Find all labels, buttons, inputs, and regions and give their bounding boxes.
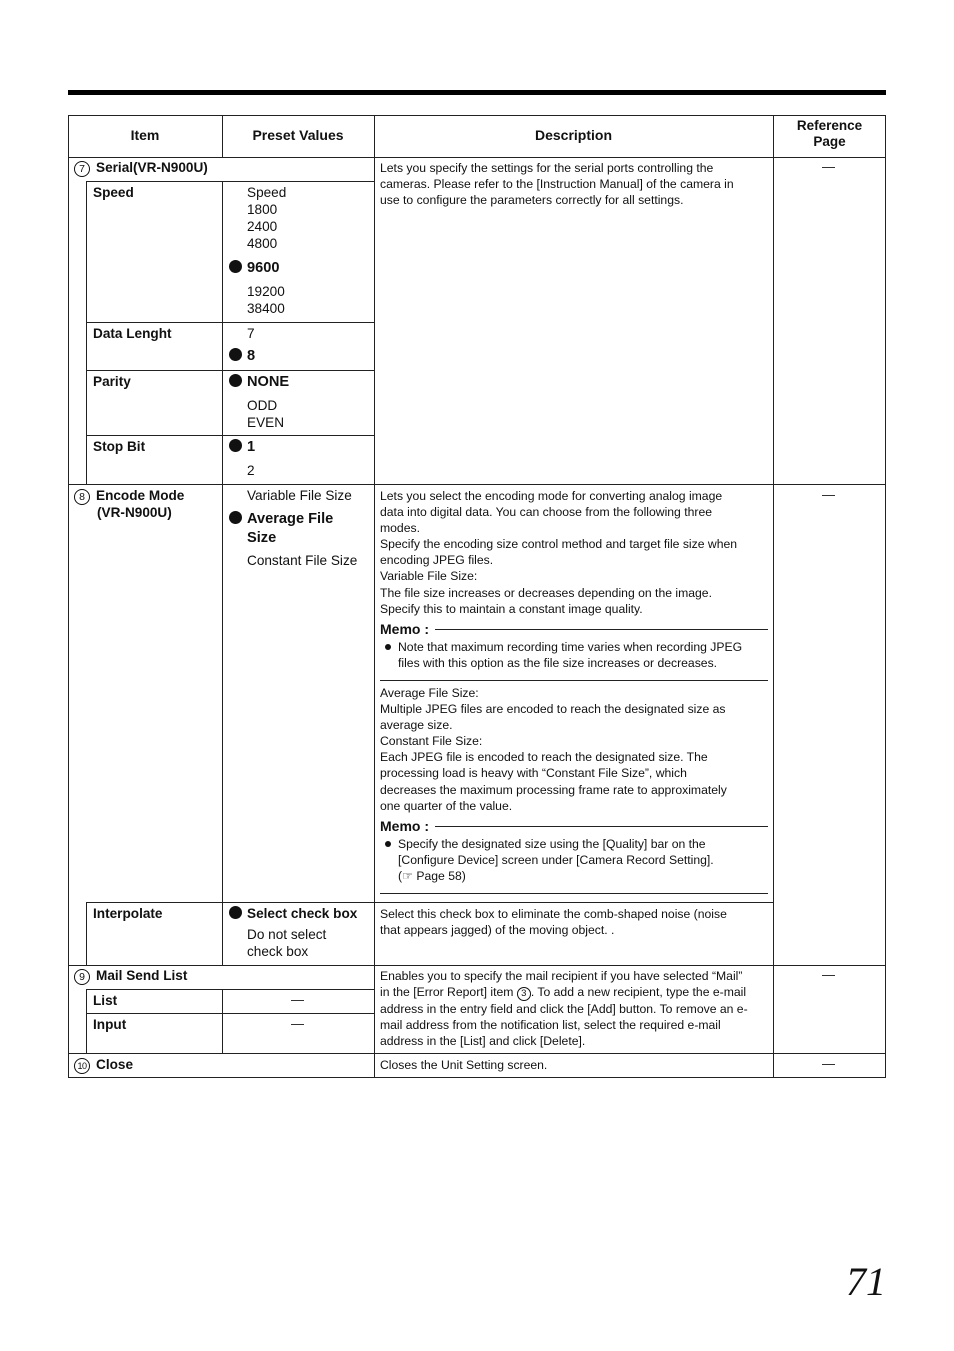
memo-item bbox=[380, 639, 768, 671]
close-reference: — bbox=[822, 1056, 835, 1071]
desc-line: cameras. Please refer to the [Instruction Manual] of the camera in bbox=[380, 177, 734, 192]
header-reference-page bbox=[773, 118, 886, 150]
default-value: Select check box bbox=[247, 906, 358, 921]
default-dot-icon bbox=[229, 260, 242, 273]
desc-line: decreases the maximum processing frame rate to approximately bbox=[380, 782, 727, 797]
default-dot-icon bbox=[229, 374, 242, 387]
item-number-badge: 10 bbox=[74, 1058, 90, 1074]
memo-end-rule bbox=[380, 680, 768, 681]
default-value-cont: Size bbox=[247, 530, 277, 546]
preset-value: Constant File Size bbox=[247, 553, 358, 568]
preset-value: 7 bbox=[247, 326, 255, 341]
mail-title-text: Mail Send List bbox=[96, 968, 188, 983]
serial-reference: — bbox=[822, 159, 835, 174]
desc-line: that appears jagged) of the moving object. . bbox=[380, 923, 615, 938]
desc-line: Each JPEG file is encoded to reach the designated size. The bbox=[380, 750, 708, 765]
item-number-badge: 7 bbox=[74, 161, 90, 177]
memo-line: Specify the designated size using the [Quality] bar on the bbox=[398, 837, 706, 851]
encode-description-1 bbox=[380, 488, 772, 617]
parity-default bbox=[229, 373, 289, 391]
memo-line: (☞ Page 58) bbox=[398, 869, 466, 884]
preset-value: ODD bbox=[247, 398, 278, 413]
parity-values bbox=[247, 397, 284, 431]
default-dot-icon bbox=[229, 439, 242, 452]
desc-line: Multiple JPEG files are encoded to reach the designated size as bbox=[380, 702, 726, 717]
preset-value: EVEN bbox=[247, 415, 285, 430]
memo-line: files with this option as the file size increases or decreases. bbox=[398, 656, 718, 671]
encode-title-text: Encode Mode bbox=[96, 488, 185, 503]
memo-title bbox=[380, 818, 768, 834]
item-number-badge: 8 bbox=[74, 489, 90, 505]
desc-line: Lets you specify the settings for the serial ports controlling the bbox=[380, 161, 714, 175]
serial-title-text: Serial(VR-N900U) bbox=[96, 160, 208, 175]
desc-line: Specify the encoding size control method and target file size when bbox=[380, 537, 738, 552]
data-length-default bbox=[229, 347, 255, 365]
desc-line: use to configure the parameters correctly for all settings. bbox=[380, 193, 684, 208]
interpolate-default bbox=[229, 905, 357, 922]
memo-line: Note that maximum recording time varies when recording JPEG bbox=[398, 640, 743, 654]
memo-item bbox=[380, 836, 768, 884]
interpolate-alt bbox=[247, 926, 326, 960]
desc-line: average size. bbox=[380, 718, 453, 733]
desc-line: Select this check box to eliminate the comb-shaped noise (noise bbox=[380, 907, 727, 921]
desc-line: address in the entry field and click the [Add] button. To remove an e- bbox=[380, 1002, 748, 1017]
default-value: NONE bbox=[247, 374, 290, 390]
encode-default bbox=[229, 509, 333, 548]
speed-default bbox=[229, 259, 279, 277]
speed-values bbox=[247, 184, 286, 252]
mail-reference: — bbox=[822, 967, 835, 982]
encode-reference: — bbox=[822, 487, 835, 502]
speed-values-after bbox=[247, 283, 285, 317]
memo-title-text: Memo : bbox=[380, 621, 429, 637]
encode-title-model: (VR-N900U) bbox=[97, 505, 172, 520]
desc-line: Variable File Size: bbox=[380, 569, 478, 584]
desc-line: modes. bbox=[380, 521, 420, 536]
memo-box-1 bbox=[380, 621, 768, 681]
preset-value: 19200 bbox=[247, 284, 285, 299]
serial-title bbox=[74, 159, 208, 177]
memo-rule bbox=[435, 629, 768, 630]
header-description: Description bbox=[534, 127, 612, 143]
preset-value: Speed bbox=[247, 185, 287, 200]
item-number-badge: 9 bbox=[74, 969, 90, 985]
input-value: — bbox=[291, 1016, 304, 1031]
input-label: Input bbox=[93, 1017, 127, 1032]
preset-value: 1800 bbox=[247, 202, 278, 217]
desc-line: processing load is heavy with “Constant File Size”, which bbox=[380, 766, 687, 781]
list-label: List bbox=[93, 993, 118, 1008]
default-dot-icon bbox=[229, 511, 242, 524]
desc-text: . To add a new recipient, type the e-mail bbox=[530, 985, 747, 1000]
data-length-label: Data Lenght bbox=[93, 326, 172, 341]
memo-end-rule bbox=[380, 893, 768, 894]
stop-bit-label: Stop Bit bbox=[93, 439, 146, 454]
encode-description-2 bbox=[380, 685, 772, 814]
preset-value: 38400 bbox=[247, 301, 285, 316]
close-title bbox=[74, 1056, 133, 1074]
header-item: Item bbox=[130, 127, 160, 143]
interpolate-label: Interpolate bbox=[93, 906, 163, 921]
default-value: 9600 bbox=[247, 260, 280, 276]
default-value: Average File bbox=[247, 511, 334, 527]
item-number-badge: 3 bbox=[517, 987, 531, 1001]
memo-box-2 bbox=[380, 818, 768, 894]
preset-value: 2 bbox=[247, 463, 255, 478]
memo-title-text: Memo : bbox=[380, 818, 429, 834]
preset-value: Variable File Size bbox=[247, 488, 352, 503]
preset-value: check box bbox=[247, 944, 309, 959]
preset-value: 4800 bbox=[247, 236, 278, 251]
top-rule bbox=[68, 90, 886, 95]
interpolate-description bbox=[380, 906, 772, 938]
memo-title bbox=[380, 621, 768, 637]
default-value: 8 bbox=[247, 348, 256, 364]
header-reference-line1: Reference bbox=[796, 118, 863, 133]
memo-line: [Configure Device] screen under [Camera Record Setting]. bbox=[398, 853, 714, 868]
memo-rule bbox=[435, 826, 768, 827]
encode-title bbox=[74, 487, 184, 505]
desc-line: Average File Size: bbox=[380, 686, 479, 700]
desc-line: mail address from the notification list, select the required e-mail bbox=[380, 1018, 721, 1033]
desc-line: address in the [List] and click [Delete]. bbox=[380, 1034, 586, 1049]
parity-label: Parity bbox=[93, 374, 131, 389]
desc-line: Lets you select the encoding mode for converting analog image bbox=[380, 489, 723, 503]
preset-value: Do not select bbox=[247, 927, 327, 942]
desc-line: encoding JPEG files. bbox=[380, 553, 494, 568]
desc-line bbox=[380, 984, 772, 1001]
mail-description bbox=[380, 968, 772, 1049]
list-value: — bbox=[291, 992, 304, 1007]
serial-description bbox=[380, 160, 772, 208]
page-number: 71 bbox=[846, 1259, 886, 1304]
desc-text: in the [Error Report] item bbox=[380, 985, 514, 1000]
header-reference-line2: Page bbox=[813, 134, 846, 149]
mail-title bbox=[74, 967, 187, 985]
header-preset-values: Preset Values bbox=[252, 127, 344, 143]
speed-label: Speed bbox=[93, 185, 134, 200]
default-dot-icon bbox=[229, 906, 242, 919]
desc-line: Enables you to specify the mail recipient if you have selected “Mail” bbox=[380, 969, 743, 983]
close-title-text: Close bbox=[96, 1057, 134, 1072]
desc-line: one quarter of the value. bbox=[380, 798, 513, 813]
bullet-icon bbox=[385, 841, 391, 847]
close-description: Closes the Unit Setting screen. bbox=[380, 1058, 548, 1072]
desc-line: The file size increases or decreases depending on the image. bbox=[380, 585, 712, 600]
desc-line: Constant File Size: bbox=[380, 734, 483, 749]
desc-line: data into digital data. You can choose from the following three bbox=[380, 505, 712, 520]
stop-bit-default bbox=[229, 438, 255, 456]
desc-line: Specify this to maintain a constant image quality. bbox=[380, 601, 643, 616]
preset-value: 2400 bbox=[247, 219, 278, 234]
bullet-icon bbox=[385, 644, 391, 650]
default-dot-icon bbox=[229, 348, 242, 361]
default-value: 1 bbox=[247, 439, 256, 455]
